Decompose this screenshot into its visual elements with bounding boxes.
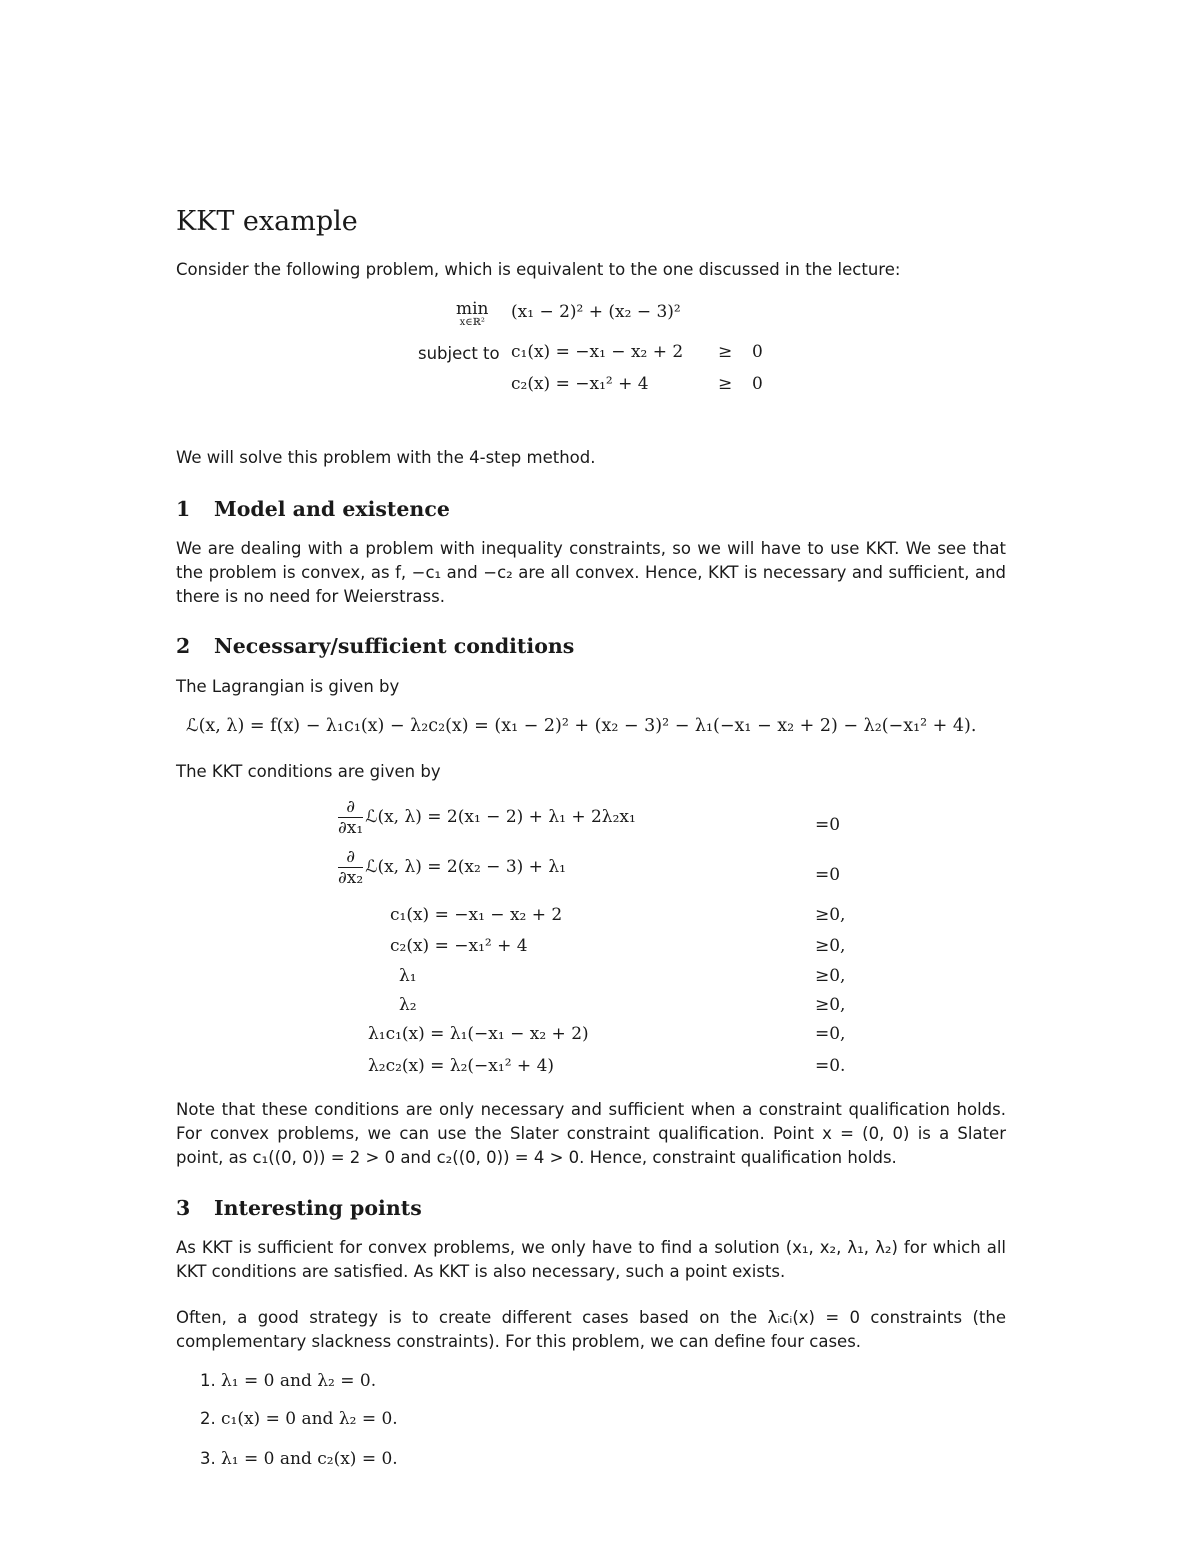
section-3-paragraph-2: Often, a good strategy is to create different cases based on the λᵢcᵢ(x) = 0 constraints (the complementary slackness constraints). For this problem, we can define four cases. <box>176 1308 1006 1351</box>
partial-fraction <box>338 847 363 888</box>
constraint-c1-rhs: 0 <box>752 342 763 362</box>
min-subscript: x∈ℝ² <box>459 317 485 328</box>
kkt-row-7-relation: =0, <box>815 1024 846 1044</box>
list-item <box>200 1447 398 1471</box>
slater-paragraph: Note that these conditions are only necessary and sufficient when a constraint qualification holds. For convex problems, we can use the Slater constraint qualification. Point x = (0, 0) is a Slater point, as c₁((0, 0)) = 2 > 0 and c₂((0, 0)) = 4 > 0. Hence, constraint qualification holds. <box>176 1100 1006 1167</box>
kkt-intro: The KKT conditions are given by <box>176 762 441 781</box>
kkt-row-4: c₂(x) = −x₁² + 4 <box>390 936 528 956</box>
objective-function: (x₁ − 2)² + (x₂ − 3)² <box>511 302 681 322</box>
kkt-row-3: c₁(x) = −x₁ − x₂ + 2 <box>390 905 563 925</box>
partial-fraction <box>338 797 363 838</box>
page-title: KKT example <box>176 206 358 237</box>
section-3-paragraph-1: As KKT is sufficient for convex problems, we only have to find a solution (x₁, x₂, λ₁, λ₂) for which all KKT conditions are satisfied. As KKT is also necessary, such a point exists. <box>176 1238 1006 1281</box>
min-label: min <box>456 299 489 319</box>
kkt-row-8-relation: =0. <box>815 1056 846 1076</box>
list-item-text: λ₁ = 0 and c₂(x) = 0. <box>221 1449 398 1469</box>
kkt-row-5-relation: ≥0, <box>815 966 846 986</box>
min-operator <box>456 300 489 328</box>
constraint-c1-relation: ≥ <box>718 342 733 362</box>
section-2-heading <box>176 634 574 658</box>
kkt-expression: ℒ(x, λ) = 2(x₂ − 3) + λ₁ <box>365 857 566 877</box>
lagrangian-equation: ℒ(x, λ) = f(x) − λ₁c₁(x) − λ₂c₂(x) = (x₁ − 2)² + (x₂ − 3)² − λ₁(−x₁ − x₂ + 2) − λ₂(−x₁² + 4). <box>186 716 977 736</box>
list-item-text: c₁(x) = 0 and λ₂ = 0. <box>221 1409 398 1429</box>
constraint-c2-rhs: 0 <box>752 374 763 394</box>
list-item-number: 1. <box>200 1371 216 1390</box>
list-item <box>200 1407 398 1431</box>
lagrangian-intro: The Lagrangian is given by <box>176 677 400 696</box>
section-title: Model and existence <box>214 497 450 521</box>
constraint-c2: c₂(x) = −x₁² + 4 <box>511 374 649 394</box>
kkt-row-6: λ₂ <box>399 995 417 1015</box>
fraction-numerator: ∂ <box>338 847 363 868</box>
fraction-denominator: ∂x₂ <box>338 868 364 888</box>
kkt-row-6-relation: ≥0, <box>815 995 846 1015</box>
section-title: Interesting points <box>214 1196 422 1220</box>
list-item-text: λ₁ = 0 and λ₂ = 0. <box>221 1371 377 1391</box>
kkt-expression: ℒ(x, λ) = 2(x₁ − 2) + λ₁ + 2λ₂x₁ <box>365 807 636 827</box>
list-item-number: 3. <box>200 1449 216 1468</box>
kkt-row-1-relation: =0 <box>815 815 841 835</box>
section-number: 1 <box>176 497 191 521</box>
kkt-row-4-relation: ≥0, <box>815 936 846 956</box>
kkt-row-5: λ₁ <box>399 966 417 986</box>
kkt-row-2-relation: =0 <box>815 865 841 885</box>
intro-paragraph: Consider the following problem, which is equivalent to the one discussed in the lecture: <box>176 260 901 279</box>
section-number: 3 <box>176 1196 191 1220</box>
constraint-c2-relation: ≥ <box>718 374 733 394</box>
fraction-numerator: ∂ <box>338 797 363 818</box>
kkt-row-3-relation: ≥0, <box>815 905 846 925</box>
kkt-row-8: λ₂c₂(x) = λ₂(−x₁² + 4) <box>368 1056 555 1076</box>
kkt-row-7: λ₁c₁(x) = λ₁(−x₁ − x₂ + 2) <box>368 1024 589 1044</box>
section-title: Necessary/sufficient conditions <box>214 634 575 658</box>
constraint-c1: c₁(x) = −x₁ − x₂ + 2 <box>511 342 684 362</box>
section-number: 2 <box>176 634 191 658</box>
kkt-row-1 <box>338 797 636 838</box>
subject-to-label: subject to <box>418 344 500 363</box>
method-paragraph: We will solve this problem with the 4-step method. <box>176 448 596 467</box>
section-1-paragraph: We are dealing with a problem with inequality constraints, so we will have to use KKT. We see that the problem is convex, as f, −c₁ and −c₂ are all convex. Hence, KKT is necessary and sufficient, and there is no need for Weierstrass. <box>176 539 1006 606</box>
fraction-denominator: ∂x₁ <box>338 818 364 838</box>
list-item-number: 2. <box>200 1409 216 1428</box>
list-item <box>200 1369 376 1393</box>
section-3-heading <box>176 1196 422 1220</box>
kkt-row-2 <box>338 847 566 888</box>
section-1-heading <box>176 497 450 521</box>
